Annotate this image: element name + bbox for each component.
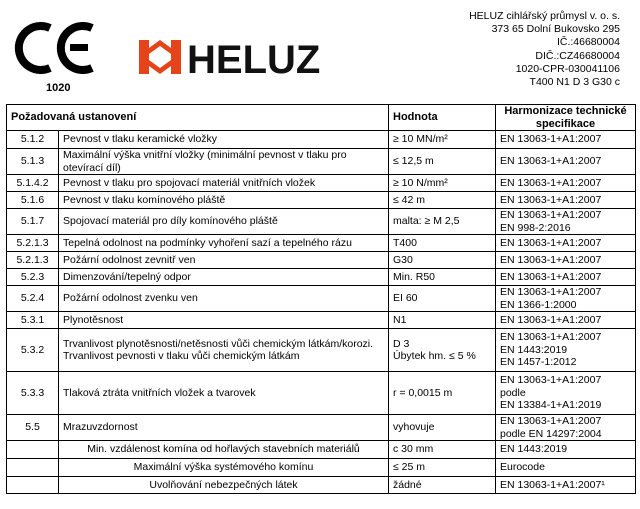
row-specification-line: EN 1443:2019 (500, 443, 568, 456)
table-row (7, 269, 636, 286)
row-code: 5.5 (7, 415, 59, 441)
row-description-line: Tlaková ztráta vnitřních vložek a tvarovek (63, 386, 256, 399)
table-row (7, 312, 636, 329)
row-value-line: žádné (393, 478, 422, 491)
row-description-line: Trvanlivost pevnosti v tlaku vůči chemickým látkám (63, 350, 300, 362)
row-description (59, 459, 389, 477)
row-specification-line: EN 1366-1:2000 (500, 298, 577, 311)
row-value (389, 192, 496, 209)
row-specification-line: EN 13063-1+A1:2007 (500, 209, 602, 221)
row-code: 5.2.3 (7, 269, 59, 286)
row-code: 5.1.7 (7, 209, 59, 235)
row-code: 5.1.6 (7, 192, 59, 209)
row-specification-line: EN 13063-1+A1:2007 (500, 193, 602, 206)
row-specification-line: Eurocode (500, 461, 545, 474)
row-specification (496, 329, 636, 372)
row-specification (496, 441, 636, 459)
table-body (7, 131, 636, 494)
row-specification (496, 286, 636, 312)
row-code: 5.2.1.3 (7, 235, 59, 252)
table-row (7, 415, 636, 441)
certificate-number: 1020-CPR-030041106 (515, 62, 620, 75)
row-value (389, 459, 496, 477)
row-value-line: Úbytek hm. ≤ 5 % (393, 350, 476, 362)
row-specification (496, 192, 636, 209)
table-row (7, 192, 636, 209)
row-specification-line: podle (500, 386, 526, 399)
row-specification (496, 175, 636, 192)
row-specification (496, 459, 636, 477)
row-description (59, 269, 389, 286)
row-specification (496, 235, 636, 252)
row-specification-line: EN 13063-1+A1:2007 (500, 415, 602, 427)
table-row (7, 131, 636, 149)
row-specification-line: EN 13063-1+A1:2007 (500, 176, 602, 189)
row-specification-line: EN 1457-1:2012 (500, 356, 577, 369)
row-description-line: Požární odolnost zevnitř ven (63, 253, 196, 266)
row-value-line: N1 (393, 313, 407, 326)
row-value-line: r = 0,0015 m (393, 386, 453, 399)
row-specification (496, 131, 636, 149)
row-description-line: Min. vzdálenost komína od hořlavých stavebních materiálů (87, 443, 360, 456)
row-value (389, 312, 496, 329)
row-description-line: Pevnost v tlaku komínového pláště (63, 193, 226, 206)
row-value (389, 269, 496, 286)
row-description (59, 175, 389, 192)
row-value-line: ≥ 10 MN/m² (393, 133, 448, 146)
row-value (389, 131, 496, 149)
row-description-line: Plynotěsnost (63, 313, 124, 326)
row-value-line: ≤ 25 m (393, 461, 426, 474)
row-description (59, 149, 389, 175)
row-code: 5.1.2 (7, 131, 59, 149)
row-code: 5.3.1 (7, 312, 59, 329)
row-specification (496, 269, 636, 286)
row-specification-line: EN 13063-1+A1:2007 (500, 270, 602, 283)
row-value (389, 175, 496, 192)
row-description (59, 235, 389, 252)
row-description-line: Spojovací materiál pro díly komínového pláště (63, 215, 278, 228)
table-row (7, 329, 636, 372)
row-code (7, 459, 59, 477)
table-row (7, 441, 636, 459)
heluz-logo (139, 36, 364, 78)
company-address: 373 65 Dolní Bukovsko 295 (491, 23, 620, 36)
table-row (7, 286, 636, 312)
row-code: 5.1.3 (7, 149, 59, 175)
row-specification-line: EN 13063-1+A1:2007 (500, 331, 602, 344)
company-name: HELUZ cihlářský průmysl v. o. s. (469, 10, 620, 22)
row-code: 5.3.2 (7, 329, 59, 372)
row-specification-line: EN 13063-1+A1:2007 (500, 313, 602, 326)
row-value (389, 329, 496, 372)
table-row (7, 372, 636, 415)
row-description-line: Trvanlivost plynotěsnosti/netěsnosti vůči chemickým látkám/korozi. (63, 337, 374, 350)
table-header-row (7, 105, 636, 131)
table-row (7, 175, 636, 192)
row-specification-line: EN 13063-1+A1:2007 (500, 155, 602, 168)
row-code: 5.3.3 (7, 372, 59, 415)
table-row (7, 149, 636, 175)
row-specification (496, 312, 636, 329)
row-description (59, 252, 389, 269)
row-specification-line: EN 13063-1+A1:2007 (500, 374, 602, 387)
row-value (389, 477, 496, 494)
row-value-line: D 3 (393, 337, 410, 350)
row-specification (496, 252, 636, 269)
row-value-line: vyhovuje (393, 421, 435, 434)
row-description-line: Uvolňování nebezpečných látek (149, 478, 298, 491)
row-value (389, 209, 496, 235)
row-value (389, 286, 496, 312)
row-specification (496, 415, 636, 441)
row-value-line: ≤ 12,5 m (393, 155, 434, 168)
row-description (59, 372, 389, 415)
row-description-line: Požární odolnost zvenku ven (63, 292, 198, 305)
row-code: 5.2.4 (7, 286, 59, 312)
declaration-table (6, 104, 636, 494)
row-value-line: EI 60 (393, 292, 418, 305)
row-value-line: Min. R50 (393, 270, 436, 283)
row-specification (496, 209, 636, 235)
company-dic: DIČ.:CZ46680004 (535, 49, 620, 62)
row-description-line: Pevnost v tlaku keramické vložky (63, 133, 218, 146)
table-row (7, 209, 636, 235)
header-harmonization: Harmonizace technické specifikace (496, 105, 636, 131)
notified-body-number: 1020 (46, 82, 71, 94)
row-value (389, 252, 496, 269)
row-description-line: Dimenzování/tepelný odpor (63, 270, 191, 283)
row-description (59, 286, 389, 312)
row-code: 5.1.4.2 (7, 175, 59, 192)
row-specification-line: EN 13063-1+A1:2007¹ (500, 478, 605, 491)
header-requirement: Požadovaná ustanovení (7, 105, 389, 131)
row-code: 5.2.1.3 (7, 252, 59, 269)
row-description (59, 209, 389, 235)
row-value-line: ≥ 10 N/mm² (393, 176, 448, 189)
row-value (389, 441, 496, 459)
row-description (59, 312, 389, 329)
row-value (389, 235, 496, 252)
row-code (7, 477, 59, 494)
row-description-line: Tepelná odolnost na podmínky vyhoření sazí a tepelného rázu (63, 236, 352, 249)
row-specification (496, 477, 636, 494)
row-specification-line: EN 13063-1+A1:2007 (500, 133, 602, 146)
row-specification (496, 149, 636, 175)
row-description (59, 415, 389, 441)
row-value (389, 372, 496, 415)
row-description (59, 329, 389, 372)
row-description-line: Mrazuvzdornost (63, 421, 138, 434)
heluz-logo-text: HELUZ (187, 38, 321, 78)
row-specification-line: EN 13063-1+A1:2007 (500, 253, 602, 266)
row-description (59, 477, 389, 494)
row-specification-line: EN 13384-1+A1:2019 (500, 399, 602, 412)
row-specification-line: EN 13063-1+A1:2007 (500, 286, 602, 298)
document-header (6, 2, 636, 106)
company-ic: IČ.:46680004 (556, 36, 620, 49)
table-row (7, 459, 636, 477)
row-description (59, 441, 389, 459)
ce-mark-logo (14, 22, 96, 74)
row-specification-line: podle EN 14297:2004 (500, 427, 602, 440)
table-row (7, 252, 636, 269)
row-description-line: Maximální výška vnitřní vložky (minimální pevnost v tlaku pro otevírací díl) (63, 149, 347, 174)
row-value (389, 415, 496, 441)
row-description-line: Pevnost v tlaku pro spojovací materiál vnitřních vložek (63, 176, 316, 189)
row-value (389, 149, 496, 175)
product-designation: T400 N1 D 3 G30 c (529, 76, 620, 89)
row-specification (496, 372, 636, 415)
row-value-line: G30 (393, 253, 413, 266)
row-description (59, 131, 389, 149)
row-value-line: ≤ 42 m (393, 193, 426, 206)
company-info (469, 10, 620, 89)
row-description-line: Maximální výška systémového komínu (133, 461, 314, 474)
row-code (7, 441, 59, 459)
header-value: Hodnota (389, 105, 496, 131)
row-specification-line: EN 13063-1+A1:2007 (500, 236, 602, 249)
row-value-line: T400 (393, 236, 417, 249)
row-specification-line: EN 1443:2019 (500, 343, 568, 356)
row-description (59, 192, 389, 209)
row-value-line: c 30 mm (393, 443, 434, 456)
table-row (7, 235, 636, 252)
table-row (7, 477, 636, 494)
row-specification-line: EN 998-2:2016 (500, 221, 571, 234)
row-value-line: malta: ≥ M 2,5 (393, 215, 460, 228)
